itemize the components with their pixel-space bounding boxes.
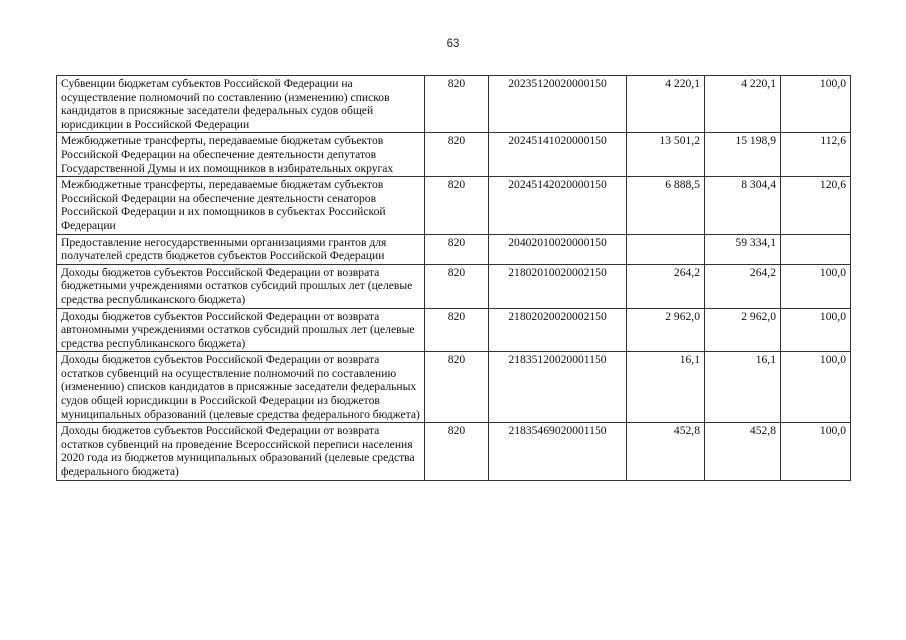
table-row: [57, 352, 851, 423]
row-description: Доходы бюджетов субъектов Российской Федерации от возврата автономными учреждениями остатков субсидий прошлых лет (целевые средства республиканского бюджета): [57, 308, 425, 352]
row-planned: 4 220,1: [627, 76, 705, 133]
row-admin-code: 820: [425, 264, 489, 308]
row-executed: 2 962,0: [705, 308, 781, 352]
table-row: [57, 308, 851, 352]
row-bk-code: 20235120020000150: [489, 76, 627, 133]
table-row: [57, 264, 851, 308]
row-percent: 120,6: [781, 177, 851, 234]
row-executed: 4 220,1: [705, 76, 781, 133]
table-row: [57, 423, 851, 480]
row-description: Межбюджетные трансферты, передаваемые бюджетам субъектов Российской Федерации на обеспечение деятельности депутатов Государственной Думы и их помощников в избирательных округах: [57, 133, 425, 177]
row-percent: 112,6: [781, 133, 851, 177]
table-row: [57, 234, 851, 264]
row-description: Межбюджетные трансферты, передаваемые бюджетам субъектов Российской Федерации на обеспечение деятельности сенаторов Российской Федерации и их помощников в субъектах Российской Федерации: [57, 177, 425, 234]
row-description: Субвенции бюджетам субъектов Российской Федерации на осуществление полномочий по составлению (изменению) списков кандидатов в присяжные заседатели федеральных судов общей юрисдикции в Российской Федерации: [57, 76, 425, 133]
row-admin-code: 820: [425, 352, 489, 423]
row-admin-code: 820: [425, 177, 489, 234]
row-description: Доходы бюджетов субъектов Российской Федерации от возврата остатков субвенций на осуществление полномочий по составлению (изменению) списков кандидатов в присяжные заседатели федеральных судов общей юрисдикции в Российской Федерации из бюджетов муниципальных образований (целевые средства федерального бюджета): [57, 352, 425, 423]
row-executed: 452,8: [705, 423, 781, 480]
row-bk-code: 21835469020001150: [489, 423, 627, 480]
row-percent: 100,0: [781, 76, 851, 133]
row-planned: 13 501,2: [627, 133, 705, 177]
table-row: [57, 76, 851, 133]
row-description: Доходы бюджетов субъектов Российской Федерации от возврата остатков субвенций на проведение Всероссийской переписи населения 2020 года из бюджетов муниципальных образований (целевые средства федерального бюджета): [57, 423, 425, 480]
row-percent: 100,0: [781, 423, 851, 480]
budget-revenue-table: [56, 75, 851, 481]
row-planned: 452,8: [627, 423, 705, 480]
row-bk-code: 20245141020000150: [489, 133, 627, 177]
row-percent: 100,0: [781, 264, 851, 308]
row-planned: 264,2: [627, 264, 705, 308]
row-description: Предоставление негосударственными организациями грантов для получателей средств бюджетов субъектов Российской Федерации: [57, 234, 425, 264]
row-admin-code: 820: [425, 133, 489, 177]
row-executed: 15 198,9: [705, 133, 781, 177]
row-bk-code: 21802020020002150: [489, 308, 627, 352]
page-number: 63: [446, 38, 460, 50]
row-planned: 6 888,5: [627, 177, 705, 234]
row-executed: 16,1: [705, 352, 781, 423]
table-row: [57, 177, 851, 234]
row-admin-code: 820: [425, 308, 489, 352]
row-percent: [781, 234, 851, 264]
row-bk-code: 20245142020000150: [489, 177, 627, 234]
row-admin-code: 820: [425, 76, 489, 133]
row-admin-code: 820: [425, 234, 489, 264]
row-executed: 8 304,4: [705, 177, 781, 234]
row-planned: [627, 234, 705, 264]
row-planned: 16,1: [627, 352, 705, 423]
row-percent: 100,0: [781, 352, 851, 423]
row-planned: 2 962,0: [627, 308, 705, 352]
row-bk-code: 21802010020002150: [489, 264, 627, 308]
row-description: Доходы бюджетов субъектов Российской Федерации от возврата бюджетными учреждениями остатков субсидий прошлых лет (целевые средства республиканского бюджета): [57, 264, 425, 308]
row-bk-code: 21835120020001150: [489, 352, 627, 423]
row-executed: 264,2: [705, 264, 781, 308]
row-admin-code: 820: [425, 423, 489, 480]
row-percent: 100,0: [781, 308, 851, 352]
row-executed: 59 334,1: [705, 234, 781, 264]
table-row: [57, 133, 851, 177]
row-bk-code: 20402010020000150: [489, 234, 627, 264]
